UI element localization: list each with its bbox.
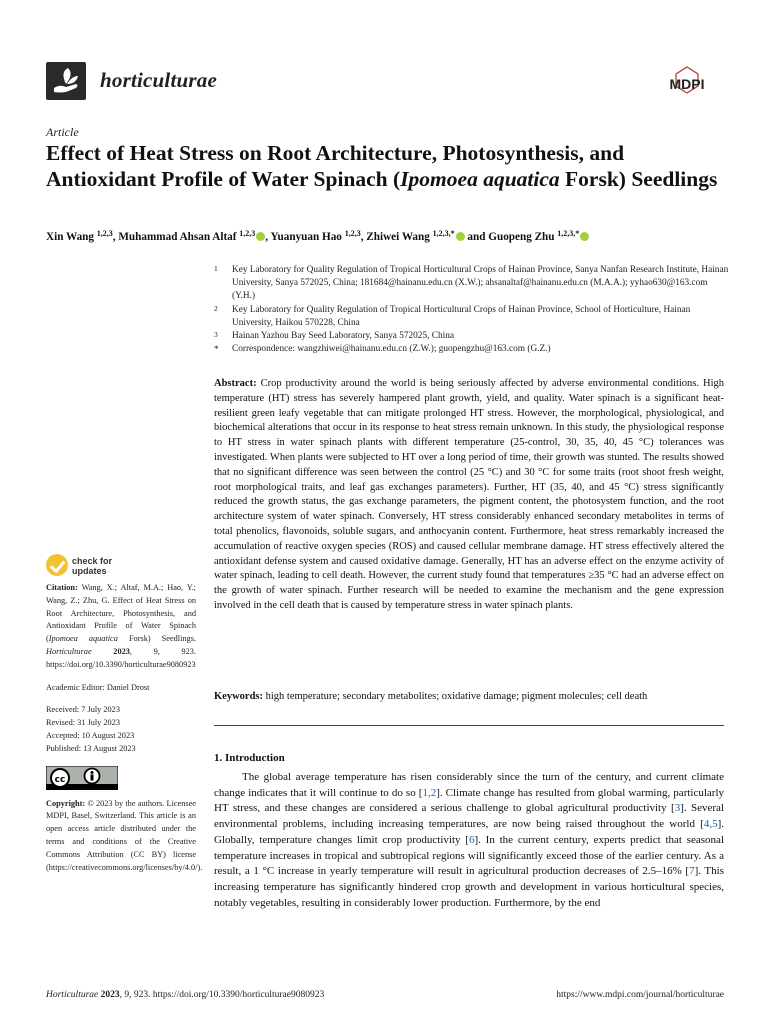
author-affiliation-mark: 1,2,3 bbox=[96, 229, 113, 238]
journal-logo bbox=[46, 62, 86, 100]
abstract bbox=[214, 377, 724, 614]
check-updates-icon bbox=[46, 554, 68, 576]
article-dates bbox=[46, 704, 196, 755]
keywords-label: Keywords: bbox=[214, 691, 263, 702]
affiliation-item bbox=[214, 264, 730, 304]
orcid-icon[interactable] bbox=[580, 232, 589, 241]
received-date: Received: 7 July 2023 bbox=[46, 705, 120, 715]
copyright-notice: Copyright: © 2023 by the authors. Licensee MDPI, Basel, Switzerland. This article is an open access article distributed under the terms and conditions of the Creative Commons Attribution (CC BY) license (https://creativecommons.org/licenses/by/4.0/). bbox=[46, 798, 203, 872]
journal-name: horticulturae bbox=[100, 68, 217, 92]
affiliation-text: Key Laboratory for Quality Regulation of Tropical Horticultural Crops of Hainan Province, School of Horticulture, Hainan University, Haikou 570228, China bbox=[232, 304, 691, 328]
introduction-body: The global average temperature has risen considerably since the turn of the century, and current climate change indicates that it will continue to do so [1,2]. Climate change has resulted from global warming, particularly HT stress, and these changes are considered a serious challenge to global agricultural productivity [3]. Several environmental problems, including increasing temperatures, are now being raised throughout the world [4,5]. Globally, temperature changes limit crop productivity [6]. In the current century, experts predict that seasonal temperature increases in tropical and subtropical regions will significantly exceed those of the earlier century. As a result, a 1 °C increase in yearly temperature will result in agricultural production decreases of 2.5–16% [7]. This increasing temperature has significantly hindered crop growth and development in various horticultural species, notably vegetables, resulting in considerably lower production. Furthermore, by the end bbox=[214, 771, 725, 909]
journal-header bbox=[46, 62, 726, 102]
abstract-label: Abstract: bbox=[214, 378, 257, 389]
citation-link[interactable]: 7 bbox=[689, 865, 695, 878]
cc-by-license-badge[interactable] bbox=[46, 766, 118, 790]
section-divider bbox=[214, 725, 724, 726]
affiliations bbox=[214, 264, 730, 356]
author-list: Xin Wang $^{1,2,3}$, Muhammad Ahsan Altaf $^{1,2,3}$ , Yuanyuan Hao $^{1,2,3}$, Zhiwei Wang $^{1,2,3,*}$ and Guopeng Zhu $^{1,2,3,*}$ bbox=[46, 226, 736, 245]
affiliation-marker: 2 bbox=[214, 303, 218, 313]
affiliation-text: Hainan Yazhou Bay Seed Laboratory, Sanya 572025, China bbox=[232, 331, 454, 342]
article-type: Article bbox=[46, 125, 79, 139]
revised-date: Revised: 31 July 2023 bbox=[46, 718, 120, 728]
section-heading: 1. Introduction bbox=[214, 752, 285, 764]
author-name: Xin Wang bbox=[46, 231, 97, 243]
author-affiliation-mark: 1,2,3,* bbox=[557, 229, 580, 238]
svg-text:cc: cc bbox=[54, 774, 66, 785]
accepted-date: Accepted: 10 August 2023 bbox=[46, 730, 135, 740]
footer-citation: Horticulturae 2023, 9, 923. https://doi.org/10.3390/horticulturae9080923 bbox=[46, 990, 325, 1000]
academic-editor: Academic Editor: Daniel Drost bbox=[46, 682, 150, 692]
publisher-name: MDPI bbox=[669, 76, 705, 92]
keywords-text: high temperature; secondary metabolites; oxidative damage; pigment molecules; cell death bbox=[265, 691, 648, 702]
author-affiliation-mark: 1,2,3 bbox=[239, 229, 256, 238]
author-name: Yuanyuan Hao bbox=[270, 231, 345, 243]
affiliation-marker: 1 bbox=[214, 264, 218, 273]
author-name: Zhiwei Wang bbox=[366, 231, 433, 243]
citation-link[interactable]: 4,5 bbox=[703, 818, 718, 831]
affiliation-text: Correspondence: wangzhiwei@hainanu.edu.cn (Z.W.); guopengzhu@163.com (G.Z.) bbox=[232, 344, 551, 355]
affiliation-text: Key Laboratory for Quality Regulation of Tropical Horticultural Crops of Hainan Province, Sanya Nanfan Research Institute, Hainan University, Sanya 572025, China; 181684@hainanu.edu.cn (X.W.); ahsanaltaf@hainanu.edu.cn (M.A.A.); yyhao630@163.com (Y.H.) bbox=[232, 265, 729, 302]
author-name: Guopeng Zhu bbox=[488, 231, 558, 243]
author-affiliation-mark: 1,2,3,* bbox=[432, 229, 455, 238]
published-date: Published: 13 August 2023 bbox=[46, 743, 136, 753]
check-for-updates-button[interactable]: check for updates bbox=[46, 554, 166, 580]
citation-link[interactable]: 1,2 bbox=[422, 786, 437, 799]
footer-journal-url[interactable]: https://www.mdpi.com/journal/horticulturae bbox=[556, 990, 724, 1000]
keywords bbox=[214, 690, 724, 704]
author-affiliation-mark: 1,2,3 bbox=[344, 229, 361, 238]
article-sidebar bbox=[46, 582, 203, 884]
affiliation-marker: * bbox=[214, 344, 219, 355]
orcid-icon[interactable] bbox=[256, 232, 265, 241]
author-name: Muhammad Ahsan Altaf bbox=[118, 231, 240, 243]
citation-block: Citation: Wang, X.; Altaf, M.A.; Hao, Y.; Wang, Z.; Zhu, G. Effect of Heat Stress on Root Architecture, Photosynthesis, and Antioxidant Profile of Water Spinach (Ipomoea aquatica Forsk) Seedlings. Horticulturae 2023, 9, 923. https://doi.org/10.3390/horticulturae9080923 bbox=[46, 583, 197, 669]
citation-link[interactable]: 3 bbox=[674, 802, 681, 815]
affiliation-marker: 3 bbox=[214, 330, 218, 340]
abstract-text: Crop productivity around the world is being seriously affected by adverse environmental conditions. High temperature (HT) stress has severely hampered plant growth, yield, and quality. Water spinach is a significant heat-resilient green leafy vegetable that can mitigate prolonged HT stress. However, the morphological, physiological, and biochemical alterations that occur in its response to heat stress remain unknown. In this study, the physiological response to HT stress in water spinach plants with different temperature (25-control, 30, 35, 40, 45 °C) tolerances was investigated. When plants were subjected to HT over a long period of time, their growth was stunted. The results showed that no significant difference was seen between the control (25 °C) and 30 °C for some traits (root shoot fresh weight, root morphological traits, and leaf gas exchanges parameters). Further, HT (35, 40, and 45 °C) stress significantly reduced the growth status, the gas exchange parameters, the pigment content, the photosystem function, and the root architecture system of water spinach. Conversely, HT stress considerably enhanced secondary metabolites in terms of total phenolics, flavonoids, soluble sugars, and anthocyanin content. Furthermore, heat stress remarkably increased the accumulation of reactive oxygen species (ROS) and caused cellular membrane damage. HT stress effectively altered the antioxidant defense system and caused oxidative damage. Generally, HT has an adverse effect on the enzyme activity of water spinach, leading to cell death. However, the current study found that temperatures ≥35 °C had an adverse effect on the growth of water spinach. Further research will be needed to examine the mechanism and the gene expression involved in the cell death that is caused by temperature stress in water spinach plants. bbox=[214, 378, 725, 611]
publisher-logo bbox=[656, 66, 718, 98]
affiliation-item bbox=[214, 304, 730, 330]
citation-link[interactable]: 6 bbox=[468, 833, 475, 846]
article-title: Effect of Heat Stress on Root Architecture, Photosynthesis, and Antioxidant Profile of Water Spinach (Ipomoea aquatica Forsk) Seedlings bbox=[46, 141, 718, 191]
affiliation-item bbox=[214, 343, 730, 356]
orcid-icon[interactable] bbox=[456, 232, 465, 241]
affiliation-item bbox=[214, 330, 730, 343]
